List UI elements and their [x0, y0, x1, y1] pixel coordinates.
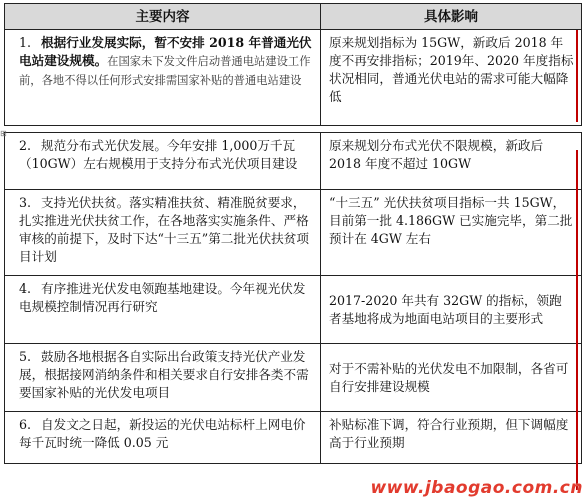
- row-6-text: 自发文之日起，新投运的光伏电站标杆上网电价每千瓦时统一降低 0.05 元: [19, 417, 306, 450]
- table-anchor-icon: ⊞: [0, 129, 7, 138]
- row-4-text: 有序推进光伏发电领跑基地建设。今年视光伏发电规模控制情况再行研究: [19, 281, 306, 314]
- table-row: [5, 412, 582, 464]
- table-row: [5, 30, 582, 126]
- margin-change-mark: [576, 30, 586, 122]
- watermark: www.jbaogao.com.cn: [370, 478, 583, 498]
- row-6-content: [5, 412, 321, 464]
- row-number: 5.: [19, 349, 32, 364]
- row-4-content: [5, 276, 321, 344]
- row-number: 1.: [19, 35, 32, 50]
- header-specific-impact: 具体影响: [321, 4, 582, 30]
- row-5-content: [5, 344, 321, 412]
- policy-impact-table: [4, 3, 582, 464]
- row-5-text: 鼓励各地根据各自实际出台政策支持光伏产业发展，根据接网消纳条件和相关要求自行安排各类不需要国家补贴的光伏发电项目: [19, 349, 309, 400]
- row-number: 3.: [19, 195, 32, 210]
- row-1-bold-text: 根据行业发展实际，暂不安排 2018 年普通光伏电站建设规模。: [19, 35, 312, 68]
- row-6-impact: 补贴标准下调，符合行业预期，但下调幅度高于行业预期: [321, 412, 582, 464]
- header-main-content: 主要内容: [5, 4, 321, 30]
- table-row: [5, 344, 582, 412]
- row-number: 2.: [19, 138, 32, 153]
- table-row: [5, 276, 582, 344]
- row-2-impact: 原来规划分布式光伏不限规模，新政后 2018 年度不超过 10GW: [321, 133, 582, 190]
- row-3-content: [5, 190, 321, 276]
- table-header-row: [5, 4, 582, 30]
- row-1-text: 在国家未下发文件启动普通电站建设工作前，各地不得以任何形式安排需国家补贴的普通电站建设: [19, 55, 311, 87]
- margin-change-mark: [576, 150, 586, 490]
- row-3-text: 支持光伏扶贫。落实精准扶贫、精准脱贫要求，扎实推进光伏扶贫工作，在各地落实实施条件、严格审核的前提下，及时下达“十三五”第二批光伏扶贫项目计划: [19, 195, 309, 264]
- row-number: 6.: [19, 417, 32, 432]
- table-row: [5, 133, 582, 190]
- row-number: 4.: [19, 281, 32, 296]
- row-1-impact: 原来规划指标为 15GW，新政后 2018 年度不再安排指标；2019年、2020 年度指标状况相同，普通光伏电站的需求可能大幅降低: [321, 30, 582, 126]
- table-row: [5, 190, 582, 276]
- row-3-impact: “十三五” 光伏扶贫项目指标一共 15GW，目前第一批 4.186GW 已实施完毕，第二批预计在 4GW 左右: [321, 190, 582, 276]
- row-1-content: [5, 30, 321, 126]
- row-5-impact: 对于不需补贴的光伏发电不加限制，各省可自行安排建设规模: [321, 344, 582, 412]
- row-gap: [5, 126, 582, 133]
- row-2-content: [5, 133, 321, 190]
- row-2-text: 规范分布式光伏发展。今年安排 1,000万千瓦（10GW）左右规模用于支持分布式光伏项目建设: [19, 138, 298, 171]
- row-4-impact: 2017-2020 年共有 32GW 的指标，领跑者基地将成为地面电站项目的主要形式: [321, 276, 582, 344]
